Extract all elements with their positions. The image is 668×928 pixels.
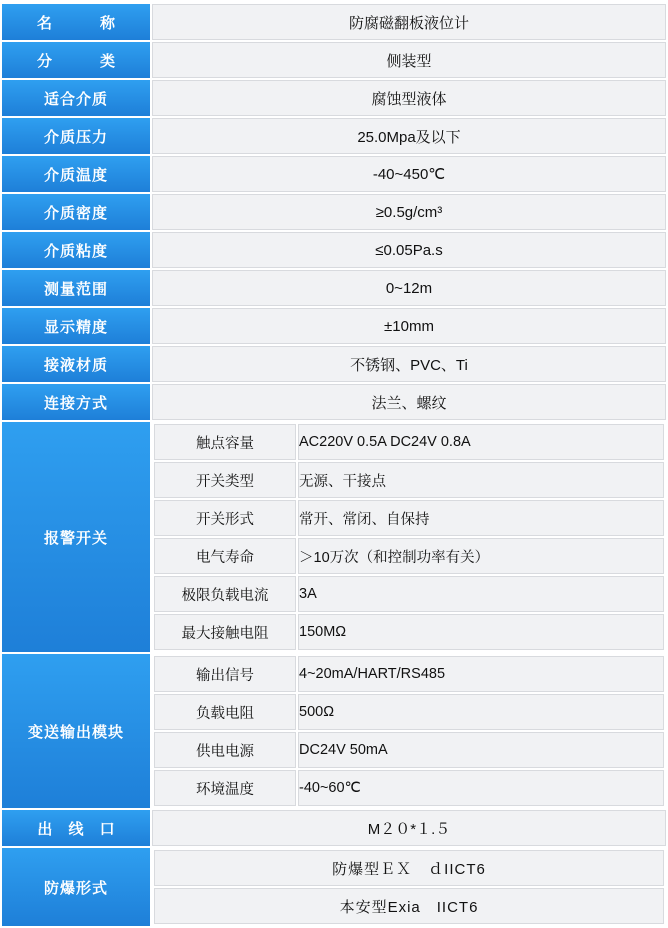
table-row: [2, 118, 666, 154]
sub-label-switch-form: 开关形式: [154, 500, 296, 536]
table-row: [2, 308, 666, 344]
row-value-wetted-material: 不锈钢、PVC、Ti: [152, 346, 666, 382]
row-label-range: 测量范围: [2, 270, 150, 306]
table-row: [2, 232, 666, 268]
group-body-alarm-switch: [152, 422, 666, 652]
row-label-temperature: 介质温度: [2, 156, 150, 192]
sub-label-switch-type: 开关类型: [154, 462, 296, 498]
group-body-transmitter-module: [152, 654, 666, 808]
explosion-proof-type-intrinsic-safe: 本安型Exia IICT6: [154, 888, 664, 924]
sub-label-output-signal: 输出信号: [154, 656, 296, 692]
transmitter-subtable: [152, 654, 666, 808]
sub-label-ambient-temperature: 环境温度: [154, 770, 296, 806]
row-value-connection: 法兰、螺纹: [152, 384, 666, 420]
table-row: [2, 270, 666, 306]
table-row: [2, 156, 666, 192]
sub-value-max-contact-resistance: 150MΩ: [298, 614, 664, 650]
row-value-pressure: 25.0Mpa及以下: [152, 118, 666, 154]
table-row: [2, 346, 666, 382]
table-row: [154, 424, 664, 460]
table-row: [154, 694, 664, 730]
sub-label-max-contact-resistance: 最大接触电阻: [154, 614, 296, 650]
row-value-viscosity: ≤0.05Pa.s: [152, 232, 666, 268]
table-row-group-explosion-proof: [2, 848, 666, 926]
group-label-explosion-proof: 防爆形式: [2, 848, 150, 926]
sub-value-limit-current: 3A: [298, 576, 664, 612]
alarm-switch-subtable: [152, 422, 666, 652]
row-label-category: 分 类: [2, 42, 150, 78]
sub-value-load-resistance: 500Ω: [298, 694, 664, 730]
sub-label-limit-current: 极限负载电流: [154, 576, 296, 612]
row-label-density: 介质密度: [2, 194, 150, 230]
row-value-density: ≥0.5g/cm³: [152, 194, 666, 230]
sub-label-contact-capacity: 触点容量: [154, 424, 296, 460]
specification-table: [0, 2, 668, 928]
explosion-proof-subtable: [152, 848, 666, 926]
sub-value-ambient-temperature: -40~60℃: [298, 770, 664, 806]
row-value-range: 0~12m: [152, 270, 666, 306]
sub-value-electrical-life: ＞10万次（和控制功率有关）: [298, 538, 664, 574]
table-row: [2, 42, 666, 78]
sub-value-power-supply: DC24V 50mA: [298, 732, 664, 768]
sub-label-load-resistance: 负载电阻: [154, 694, 296, 730]
table-row: [2, 810, 666, 846]
table-row: [2, 4, 666, 40]
row-value-temperature: -40~450℃: [152, 156, 666, 192]
sub-value-switch-form: 常开、常闭、自保持: [298, 500, 664, 536]
sub-value-switch-type: 无源、干接点: [298, 462, 664, 498]
table-row-group-alarm: [2, 422, 666, 652]
row-label-viscosity: 介质粘度: [2, 232, 150, 268]
table-row: [154, 770, 664, 806]
group-body-explosion-proof: [152, 848, 666, 926]
table-row: [154, 576, 664, 612]
table-row: [2, 384, 666, 420]
row-value-category: 侧装型: [152, 42, 666, 78]
sub-value-contact-capacity: AC220V 0.5A DC24V 0.8A: [298, 424, 664, 460]
row-value-medium: 腐蚀型液体: [152, 80, 666, 116]
table-row: [154, 656, 664, 692]
table-row: [154, 462, 664, 498]
table-row: [154, 888, 664, 924]
row-label-accuracy: 显示精度: [2, 308, 150, 344]
sub-label-electrical-life: 电气寿命: [154, 538, 296, 574]
row-value-name: 防腐磁翻板液位计: [152, 4, 666, 40]
row-label-connection: 连接方式: [2, 384, 150, 420]
sub-value-output-signal: 4~20mA/HART/RS485: [298, 656, 664, 692]
row-value-accuracy: ±10mm: [152, 308, 666, 344]
table-row-group-transmitter: [2, 654, 666, 808]
row-label-name: 名 称: [2, 4, 150, 40]
row-label-medium: 适合介质: [2, 80, 150, 116]
table-row: [154, 732, 664, 768]
group-label-transmitter-module: 变送输出模块: [2, 654, 150, 808]
table-row: [154, 538, 664, 574]
group-label-alarm-switch: 报警开关: [2, 422, 150, 652]
row-label-outlet: 出 线 口: [2, 810, 150, 846]
row-label-pressure: 介质压力: [2, 118, 150, 154]
explosion-proof-type-flameproof: 防爆型ＥＸ ｄIICT6: [154, 850, 664, 886]
table-row: [154, 614, 664, 650]
table-row: [154, 500, 664, 536]
row-value-outlet: M２０*１.５: [152, 810, 666, 846]
sub-label-power-supply: 供电电源: [154, 732, 296, 768]
row-label-wetted-material: 接液材质: [2, 346, 150, 382]
table-row: [2, 194, 666, 230]
table-row: [2, 80, 666, 116]
table-row: [154, 850, 664, 886]
